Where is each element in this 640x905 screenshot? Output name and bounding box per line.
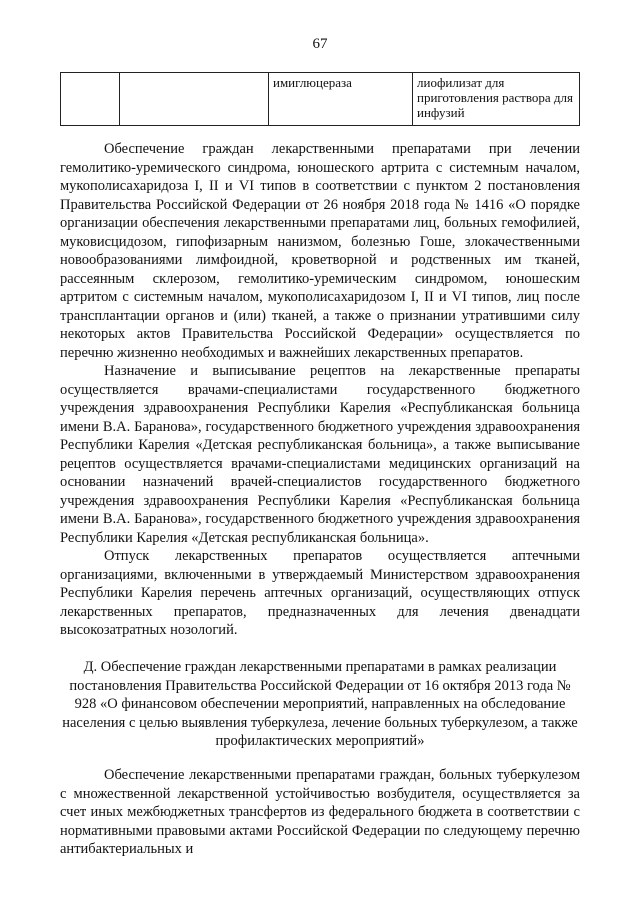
paragraph-prescriptions: Назначение и выписывание рецептов на лекарственные препараты осуществляется врачами-специалистами государственного бюджетного учреждения здравоохранения Республики Карелия «Республиканская больница имени В.А. Баранова», государственного бюджетного учреждения здравоохранения Республики Карелия «Детская республиканская больница», а также выписывание рецептов осуществляется врачами-специалистами медицинских организаций на основании назначений врачей-специалистов государственного бюджетного учреждения здравоохранения Республики Карелия «Республиканская больница имени В.А. Баранова», государственного бюджетного учреждения здравоохранения Республики Карелия «Детская республиканская больница». xyxy=(60,363,580,546)
table-cell-atc xyxy=(120,73,269,126)
paragraph-dispensing: Отпуск лекарственных препаратов осуществляется аптечными организациями, включенными в утверждаемый Министерством здравоохранения Республики Карелия перечень аптечных организаций, осуществляющих отпуск лекарственных препаратов, предназначенных для лечения двенадцати высокозатратных нозологий. xyxy=(60,548,580,638)
text-block xyxy=(60,140,580,640)
section-d-heading: Д. Обеспечение граждан лекарственными препаратами в рамках реализации постановления Правительства Российской Федерации от 16 октября 2013 года № 928 «О финансовом обеспечении мероприятий, направленных на обследование населения с целью выявления туберкулеза, лечение больных туберкулезом, а также профилактических мероприятий» xyxy=(62,659,578,749)
table-cell-dosage-form: лиофилизат для приготовления раствора для инфузий xyxy=(413,73,580,126)
table-row xyxy=(61,73,580,126)
paragraph-tuberculosis: Обеспечение лекарственными препаратами граждан, больных туберкулезом с множественной лекарственной устойчивостью возбудителя, осуществляется за счет иных межбюджетных трансфертов из федерального бюджета в соответствии с нормативными правовыми актами Российской Федерации по следующему перечню антибактериальных и xyxy=(60,767,580,857)
section-d-text-block xyxy=(60,766,580,859)
page-number: 67 xyxy=(312,36,328,52)
paragraph-gus-treatment: Обеспечение граждан лекарственными препаратами при лечении гемолитико-уремического синдрома, юношеского артрита с системным началом, мукополисахаридоза I, II и VI типов в соответствии с пунктом 2 постановления Правительства Российской Федерации от 26 ноября 2018 года № 1416 «О порядке организации обеспечения лекарственными препаратами лиц, больных гемофилией, муковисцидозом, гипофизарным нанизмом, болезнью Гоше, злокачественными новообразованиями лимфоидной, кроветворной и родственных им тканей, рассеянным склерозом, гемолитико-уремическим синдромом, юношеским артритом с системным началом, мукополисахаридозом I, II и VI типов, лиц после трансплантации органов и (или) тканей, а также о признании утратившими силу некоторых актов Правительства Российской Федерации» осуществляется по перечню жизненно необходимых и важнейших лекарственных препаратов. xyxy=(60,141,580,361)
table-cell-drug-name: имиглюцераза xyxy=(269,73,413,126)
drug-table-fragment xyxy=(60,72,580,126)
table-cell-number xyxy=(61,73,120,126)
